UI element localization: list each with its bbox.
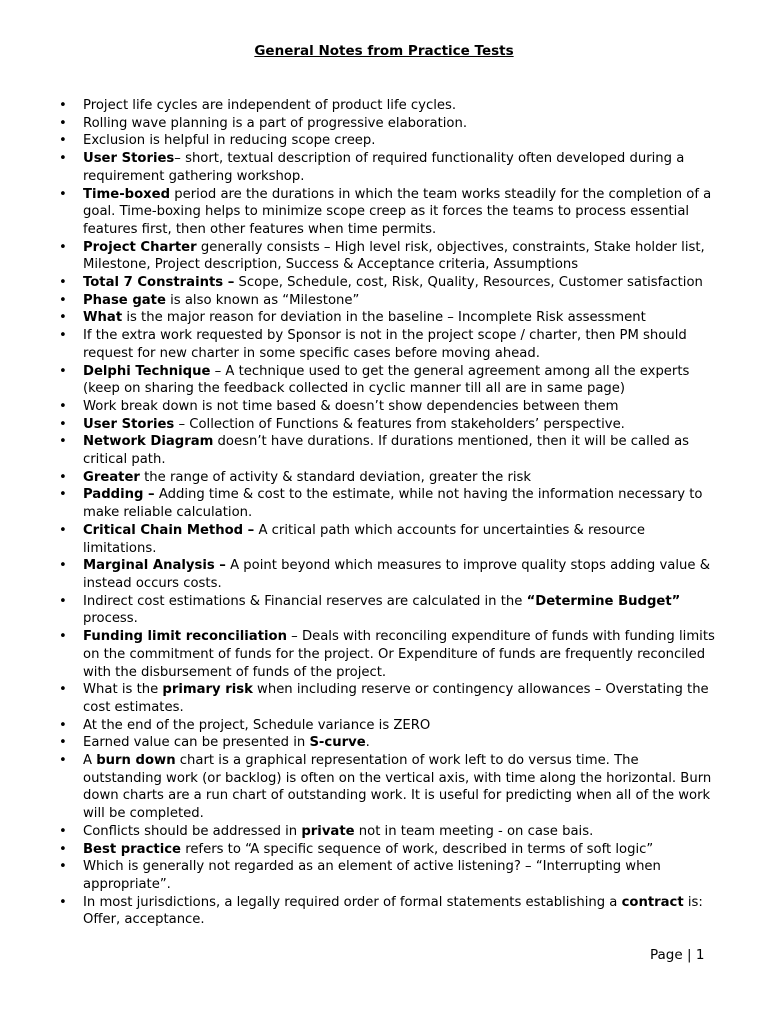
list-item [59, 894, 715, 929]
note-keyword: Padding – [83, 487, 155, 503]
note-keyword: Phase gate [83, 292, 166, 308]
note-text: If the extra work requested by Sponsor is not in the project scope / charter, then PM should request for new charter in some specific cases before moving ahead. [83, 328, 687, 361]
list-item [59, 522, 715, 557]
list-item [59, 557, 715, 592]
list-item [59, 292, 715, 310]
list-item [59, 717, 715, 735]
note-text: Project life cycles are independent of product life cycles. [83, 98, 457, 113]
note-text: Exclusion is helpful in reducing scope creep. [83, 133, 376, 149]
note-text: process. [83, 611, 138, 627]
note-keyword: Marginal Analysis – [83, 558, 226, 574]
list-item [59, 416, 715, 434]
list-item [59, 752, 715, 823]
list-item [59, 734, 715, 752]
list-item [59, 469, 715, 487]
note-text: Earned value can be presented in [83, 735, 310, 751]
note-keyword: private [301, 823, 355, 839]
list-item [59, 858, 715, 893]
page-title: General Notes from Practice Tests [254, 43, 514, 59]
note-keyword: “Determine Budget” [526, 593, 681, 609]
note-text: – A technique used to get the general agreement among all the experts (keep on sharing the feedback collected in cyclic manner till all are in same page) [83, 363, 690, 397]
note-text: doesn’t have durations. If durations mentioned, then it will be called as critical path. [83, 434, 690, 468]
note-text: Scope, Schedule, cost, Risk, Quality, Resources, Customer satisfaction [234, 275, 703, 291]
page-number: Page | 1 [650, 947, 705, 963]
note-text: Adding time & cost to the estimate, while not having the information necessary to make reliable calculation. [83, 487, 703, 521]
note-keyword: Greater [83, 469, 140, 485]
list-item [59, 398, 715, 416]
list-item [59, 186, 715, 239]
note-keyword: burn down [96, 753, 176, 769]
list-item [59, 327, 715, 362]
list-item [59, 115, 715, 133]
note-keyword: contract [621, 894, 684, 910]
note-keyword: What [83, 310, 123, 326]
list-item [59, 433, 715, 468]
note-keyword: Total 7 Constraints – [83, 275, 235, 291]
note-text: Which is generally not regarded as an element of active listening? – “Interrupting when appropriate”. [83, 859, 661, 892]
note-text: is the major reason for deviation in the baseline – Incomplete Risk assessment [122, 310, 646, 326]
list-item [59, 486, 715, 521]
note-text: when including reserve or contingency allowances – Overstating the cost estimates. [83, 682, 709, 715]
note-keyword: Delphi Technique [83, 363, 211, 379]
note-text: Rolling wave planning is a part of progressive elaboration. [83, 115, 468, 131]
note-text: period are the durations in which the team works steadily for the completion of a goal. Time-boxing helps to minimize scope creep as it forces the teams to process essential features first, then other features when time permits. [83, 186, 712, 237]
note-text: – Deals with reconciling expenditure of funds with funding limits on the commitment of funds for the project. Or Expenditure of funds are frequently reconciled with the disbursement of funds of the project. [83, 629, 715, 680]
note-text: generally consists – High level risk, objectives, constraints, Stake holder list, Milestone, Project description, Success & Acceptance criteria, Assumptions [83, 239, 705, 273]
note-text: is also known as “Milestone” [165, 292, 360, 308]
note-text: not in team meeting - on case bais. [354, 823, 594, 839]
note-text: – short, textual description of required functionality often developed during a requirement gathering workshop. [83, 151, 685, 184]
note-text: Indirect cost estimations & Financial reserves are calculated in the [83, 593, 527, 609]
list-item [59, 841, 715, 859]
note-text: In most jurisdictions, a legally required order of formal statements establishing a [83, 894, 622, 910]
list-item [59, 239, 715, 274]
list-item [59, 823, 715, 841]
note-text: refers to “A specific sequence of work, described in terms of soft logic” [181, 841, 654, 857]
note-text: chart is a graphical representation of work left to do versus time. The outstanding work (or backlog) is often on the vertical axis, with time along the horizontal. Burn down charts are a run chart of outstanding work. It is useful for predicting when all of the work will be completed. [83, 753, 712, 822]
note-text: is: Offer, acceptance. [83, 894, 703, 928]
note-text: What is the [83, 682, 163, 698]
list-item [59, 309, 715, 327]
list-item [59, 150, 715, 185]
list-item [59, 274, 715, 292]
note-keyword: User Stories [83, 151, 175, 167]
note-keyword: Best practice [83, 841, 181, 857]
note-keyword: primary risk [162, 682, 253, 698]
note-keyword: User Stories [83, 416, 175, 432]
note-text: Work break down is not time based & doesn’t show dependencies between them [83, 398, 619, 414]
note-text: A point beyond which measures to improve quality stops adding value & instead occurs costs. [83, 558, 710, 591]
note-keyword: Time-boxed [83, 186, 171, 202]
note-text: the range of activity & standard deviation, greater the risk [139, 469, 532, 485]
list-item [59, 132, 715, 150]
note-keyword: Project Charter [83, 239, 197, 255]
note-keyword: S-curve [309, 735, 366, 751]
note-text: . [365, 735, 370, 751]
note-keyword: Critical Chain Method – [83, 522, 255, 538]
list-item [59, 97, 715, 115]
list-item [59, 363, 715, 398]
note-keyword: Network Diagram [83, 434, 214, 450]
note-text: A critical path which accounts for uncertainties & resource limitations. [83, 522, 646, 556]
note-text: Conflicts should be addressed in [83, 823, 302, 839]
note-text: A [83, 753, 97, 769]
note-text: At the end of the project, Schedule variance is ZERO [83, 717, 431, 733]
note-text: – Collection of Functions & features from stakeholders’ perspective. [174, 416, 625, 432]
list-item [59, 681, 715, 716]
list-item [59, 593, 715, 628]
notes-list [59, 97, 715, 929]
note-keyword: Funding limit reconciliation [83, 629, 287, 645]
list-item [59, 628, 715, 681]
